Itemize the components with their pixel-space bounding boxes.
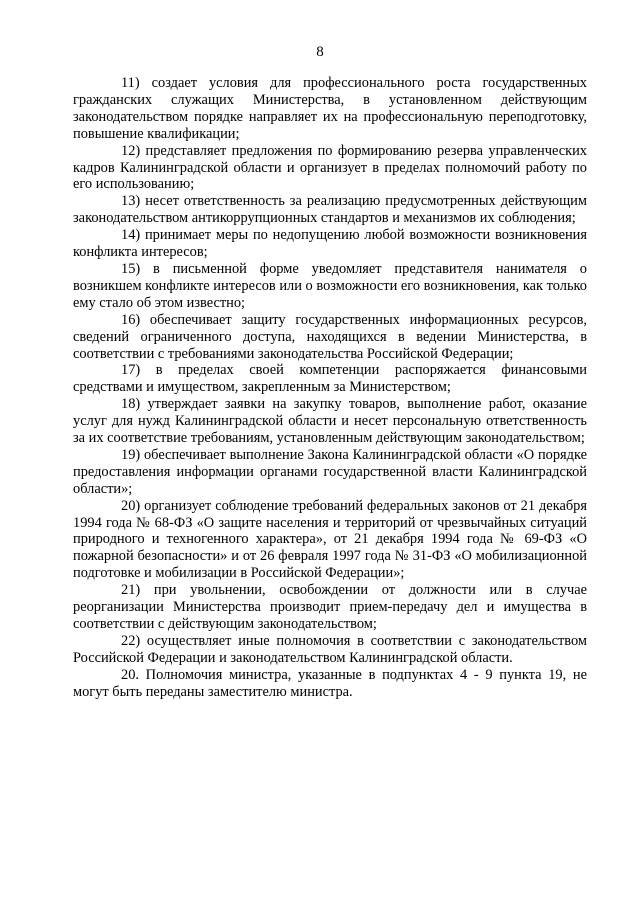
paragraph-item-18: 18) утверждает заявки на закупку товаров, выполнение работ, оказание услуг для нужд Калининградской области и несет персональную ответственность за их соответствие требованиям, установленным действующим законодательством; [73,396,587,447]
page-number: 8 [316,44,324,60]
document-body [73,75,587,701]
paragraph-item-17: 17) в пределах своей компетенции распоряжается финансовыми средствами и имуществом, закрепленным за Министерством; [73,362,587,396]
paragraph-item-13: 13) несет ответственность за реализацию предусмотренных действующим законодательством антикоррупционных стандартов и механизмов их соблюдения; [73,193,587,227]
paragraph-item-12: 12) представляет предложения по формированию резерва управленческих кадров Калининградской области и организует в пределах полномочий работу по его использованию; [73,142,587,193]
paragraph-item-14: 14) принимает меры по недопущению любой возможности возникновения конфликта интересов; [73,227,587,261]
paragraph-item-19: 19) обеспечивает выполнение Закона Калининградской области «О порядке предоставления информации органами государственной власти Калининградской области»; [73,446,587,497]
clause-20: 20. Полномочия министра, указанные в подпунктах 4 - 9 пункта 19, не могут быть переданы заместителю министра. [73,666,587,700]
paragraph-item-20: 20) организует соблюдение требований федеральных законов от 21 декабря 1994 года № 68-ФЗ «О защите населения и территорий от чрезвычайных ситуаций природного и техногенного характера», от 21 декабря 1994 года № 69-ФЗ «О пожарной безопасности» и от 26 февраля 1997 года № 31-ФЗ «О мобилизационной подготовке и мобилизации в Российской Федерации»; [73,497,587,582]
paragraph-item-16: 16) обеспечивает защиту государственных информационных ресурсов, сведений ограниченного доступа, находящихся в ведении Министерства, в соответствии с требованиями законодательства Российской Федерации; [73,311,587,362]
paragraph-item-15: 15) в письменной форме уведомляет представителя нанимателя о возникшем конфликте интересов или о возможности его возникновения, как только ему стало об этом известно; [73,260,587,311]
paragraph-item-11: 11) создает условия для профессионального роста государственных гражданских служащих Министерства, в установленном действующим законодательством порядке направляет их на профессиональную переподготовку, повышение квалификации; [73,75,587,142]
paragraph-item-21: 21) при увольнении, освобождении от должности или в случае реорганизации Министерства производит прием-передачу дел и имущества в соответствии с действующим законодательством; [73,582,587,632]
paragraph-item-22: 22) осуществляет иные полномочия в соответствии с законодательством Российской Федерации и законодательством Калининградской области. [73,632,587,666]
